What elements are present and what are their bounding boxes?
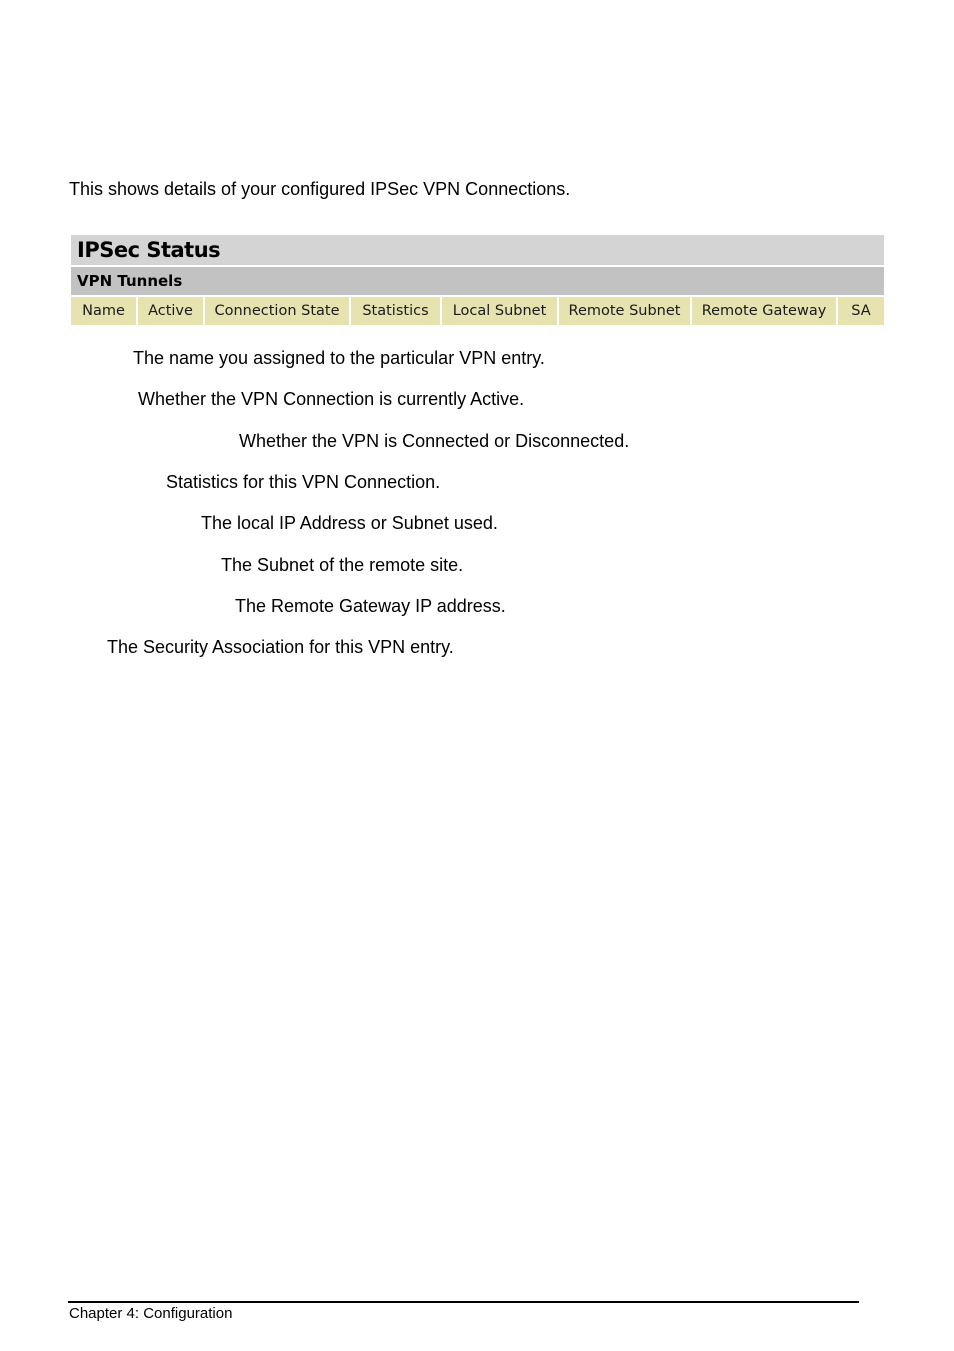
column-header-name: Name: [71, 297, 136, 325]
column-header-connection-state: Connection State: [205, 297, 349, 325]
panel-title: IPSec Status: [71, 235, 884, 265]
ipsec-status-panel: [71, 235, 884, 325]
column-header-active: Active: [138, 297, 203, 325]
column-header-statistics: Statistics: [351, 297, 440, 325]
description-connection-state: Whether the VPN is Connected or Disconnected.: [239, 431, 630, 451]
intro-text: This shows details of your configured IPSec VPN Connections.: [69, 179, 571, 199]
column-header-sa: SA: [838, 297, 884, 325]
column-header-remote-gateway: Remote Gateway: [692, 297, 836, 325]
column-header-row: [71, 297, 884, 325]
description-name: The name you assigned to the particular VPN entry.: [133, 348, 545, 368]
description-local-subnet: The local IP Address or Subnet used.: [201, 513, 498, 533]
panel-subtitle: VPN Tunnels: [71, 267, 884, 295]
description-active: Whether the VPN Connection is currently Active.: [138, 389, 525, 409]
description-remote-gateway: The Remote Gateway IP address.: [235, 596, 506, 616]
footer-divider: [68, 1301, 859, 1303]
description-statistics: Statistics for this VPN Connection.: [166, 472, 441, 492]
description-remote-subnet: The Subnet of the remote site.: [221, 555, 464, 575]
footer-chapter-label: Chapter 4: Configuration: [69, 1305, 233, 1322]
column-header-remote-subnet: Remote Subnet: [559, 297, 690, 325]
column-header-local-subnet: Local Subnet: [442, 297, 557, 325]
description-sa: The Security Association for this VPN entry.: [107, 637, 454, 657]
